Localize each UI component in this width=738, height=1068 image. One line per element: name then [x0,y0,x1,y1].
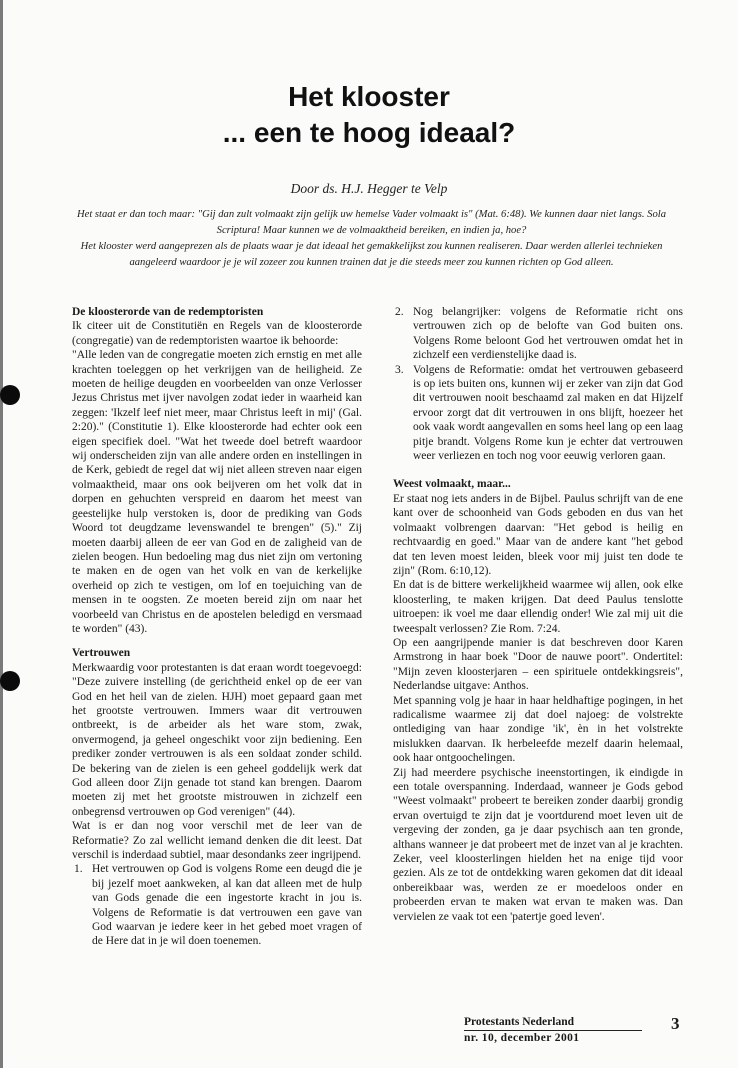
body-paragraph: Er staat nog iets anders in de Bijbel. Paulus schrijft van de ene kant over de schoonheid van Gods geboden en dus van het volmaakt volbrengen daarvan: "Het gebod is heilig en rechtvaardig en goed." Maar van de andere kant "het gebod dat ten leven moest leiden, bleek voor mij juist ten dode te zijn" (Rom. 6:10,12). [393,492,683,577]
body-paragraph: Met spanning volg je haar in haar heldhaftige pogingen, in het radicalisme waarmee zij dat doel najoeg: de volstrekte ontlediging van haar zondige 'ik', èn in het volstrekte mislukken daarvan. Ik herbeleefde mezelf daarin helemaal, ook haar ontgoochelingen. [393,694,683,765]
list-item-text: Het vertrouwen op God is volgens Rome een deugd die je bij jezelf moet aankweken, al kan dat alleen met de hulp van Gods genade die een ingestorte kracht in jou is. Volgens de Reformatie is dat vertrouwen een gave van God waarvan je iedere keer in het gebed moet vragen of de Here dat in je wil doen toenemen. [92,863,362,948]
page-edge [0,0,3,1068]
intro-paragraph [70,207,673,271]
list-item [393,363,683,464]
body-paragraph: Op een aangrijpende manier is dat beschreven door Karen Armstrong in haar boek "Door de nauwe poort". Ondertitel: "Mijn zeven kloosterjaren – een spirituele ontdekkingsreis", Nederlandse uitgave: Anthos. [393,636,683,693]
section-heading: Vertrouwen [72,647,131,660]
section-heading: Weest volmaakt, maar... [393,478,511,491]
intro-text: Het staat er dan toch maar: "Gij dan zult volmaakt zijn gelijk uw hemelse Vader volmaakt is" (Mat. 6:48). We kunnen daar niet langs. Sola Scriptura! Maar kunnen we de volmaaktheid bereiken, en indien ja, hoe? [76,209,667,236]
list-item [72,862,362,948]
list-number: 2. [395,306,404,318]
body-paragraph: Wat is er dan nog voor verschil met de leer van de Reformatie? Zo zal wellicht iemand denken die dit leest. Dat verschil is inderdaad subtiel, maar desondanks zeer ingrijpend. [72,820,362,862]
list-number: 1. [74,863,83,876]
footer-rule [464,1030,642,1031]
body-paragraph: Merkwaardig voor protestanten is dat eraan wordt toegevoegd: "Deze zuivere instelling (de gerichtheid enkel op de eer van God en het heil van de zielen. HJH) moet gepaard gaan met het grootste vertrouwen. Immers waar dit vertrouwen ontbreekt, is de arbeider als het ware stom, zwak, onvermogend, ja geheel ongeschikt voor zijn bediening. Een prediker zonder vertrouwen is als een soldaat zonder schild. De bekering van de zielen is een geheel goddelijk werk dat God alleen door Zijn genade tot stand kan brengen. Daarom moeten zij met het grootste mistrouwen in zichzelf een onbegrensd vertrouwen op God verenigen" (44). [72,661,362,818]
page-number: 3 [671,1014,680,1033]
issue-info: nr. 10, december 2001 [464,1032,580,1044]
numbered-list [72,862,362,948]
right-column [393,305,683,924]
intro-text: Het klooster werd aangeprezen als de plaats waar je dat ideaal het gemakkelijkst zou kunnen realiseren. Daar werden allerlei technieken aangeleerd waardoor je je wil zozeer zou kunnen trainen dat je die steeds meer zou kunnen richten op God alleen. [80,241,663,268]
left-column [72,305,362,949]
article-title-line1: Het klooster [288,81,450,112]
publication-name: Protestants Nederland [464,1016,574,1028]
list-item-text: Volgens de Reformatie: omdat het vertrouwen gebaseerd is op iets buiten ons, kunnen wij er zeker van zijn dat God dit vertrouwen nooit beschaamd zal maken en dat Hijzelf ervoor zorgt dat dit vertrouwen in ons blijft, hoezeer het ook vaak wordt aangevallen en soms heel lang op een laag pitje brandt. Volgens Rome kun je echter dat vertrouwen weer verliezen en toch nog voor eeuwig verloren gaan. [413,363,683,463]
list-number: 3. [395,363,404,376]
list-item-text: Nog belangrijker: volgens de Reformatie richt ons vertrouwen zich op de belofte van God buiten ons. Volgens Rome beloont God het vertrouwen omdat het in zichzelf een verdienstelijke daad is. [413,306,683,362]
body-paragraph: "Alle leden van de congregatie moeten zich ernstig en met alle krachten toeleggen op het verkrijgen van de heiligheid. Ze moeten de heilige deugden en voorbeelden van onze Verlosser Jezus Christus met ijver navolgen zodat ieder in waarheid kan zeggen: 'Ikzelf leef niet meer, maar Christus leeft in mij' (Gal. 2:20)." (Constitutie 1). Elke kloosterorde had echter ook een eigen specifiek doel. "Wat het tweede doel betreft waardoor wij onderscheiden zijn van alle andere orden en instellingen in de Kerk, gebiedt de regel dat wij niet alleen streven naar eigen volmaaktheid, maar ons ook beijveren om het volk dat in dorpen en gehuchten verspreid en daarom het meest van geestelijke hulp verstoken is, door de prediking van Gods Woord tot deugdzame levenswandel te brengen" (5)." Zij moeten daarbij alleen de eer van God en de zaligheid van de zielen beogen. Hun bedoeling mag dus niet zijn om vertoning te maken en de ogen van het volk en van de kerkelijke overheid op zich te vestigen, om lof en toejuiching van de mensen in te oogsten. Ze moeten bereid zijn om naar het voorbeeld van Christus en de apostelen beledigd en versmaad te worden" (43). [72,349,362,635]
punch-hole [0,385,20,405]
numbered-list [393,305,683,463]
section-heading: De kloosterorde van de redemptoristen [72,306,264,318]
article-title-line2: ... een te hoog ideaal? [222,117,516,148]
author-byline: Door ds. H.J. Hegger te Velp [290,181,448,196]
body-paragraph: En dat is de bittere werkelijkheid waarmee wij allen, ook elke kloosterling, te maken krijgen. Dat deed Paulus tenslotte uitroepen: ik voel me daar ellendig onder! Wie zal mij uit die tweespalt verlossen? Zie Rom. 7:24. [393,579,683,635]
body-paragraph: Zij had meerdere psychische ineenstortingen, ik eindigde in een totale overspanning. Inderdaad, wanneer je Gods gebod "Weest volmaakt" probeert te bereiken zonder daarbij grondig ervan overtuigd te zijn dat je voortdurend moet leven uit de vergeving der zonden, ga je daar psychisch aan ten gronde, althans wanneer je dat probeert met de inzet van al je krachten. Zeker, veel kloosterlingen hielden het na enige tijd voor gezien. Als ze tot de ontdekking waren gekomen dat dit ideaal onbereikbaar was, werden ze er moedeloos onder en probeerden ervan te maken wat ervan te maken was. Dan vervielen ze vaak tot een 'patertje goed leven'. [393,766,683,923]
list-item [393,305,683,363]
punch-hole [0,671,20,691]
body-paragraph: Ik citeer uit de Constitutiën en Regels van de kloosterorde (congregatie) van de redemptoristen waartoe ik behoorde: [72,320,362,347]
